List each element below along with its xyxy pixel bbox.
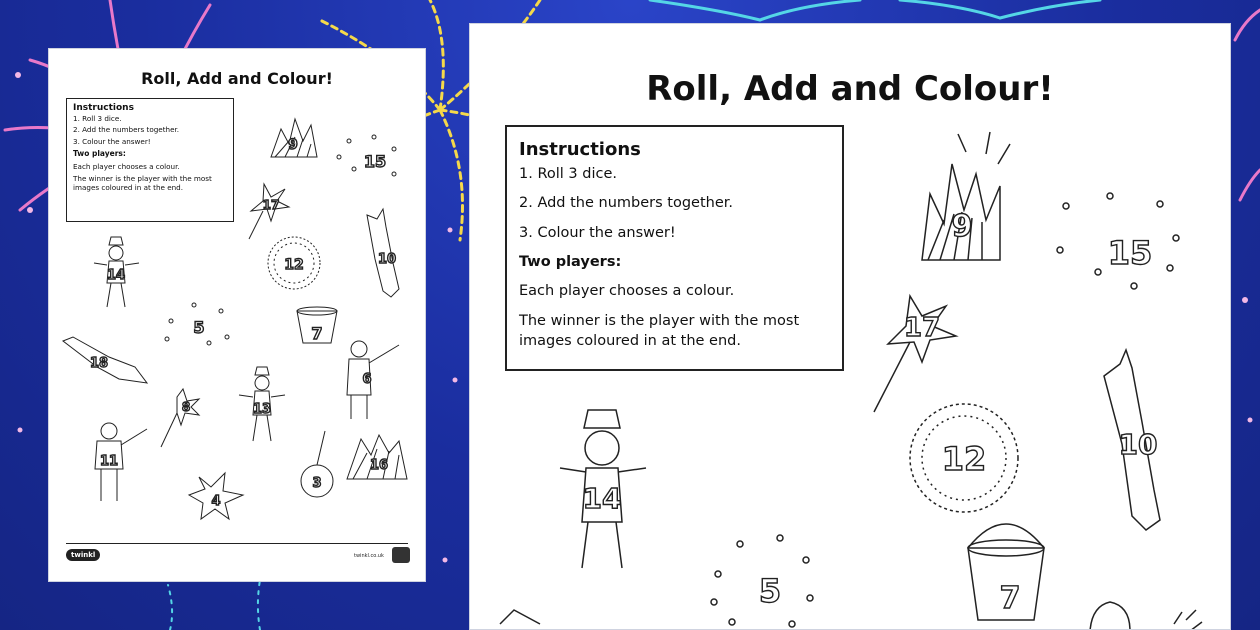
wreath-icon <box>910 404 1018 512</box>
guy-scarecrow-icon <box>560 410 646 568</box>
guy-scarecrow-2-icon <box>239 367 285 441</box>
rocket-left-partial-icon <box>500 610 540 624</box>
dots-number: 5 <box>193 318 205 337</box>
instruction-step-2: 2. Add the numbers together. <box>73 125 180 135</box>
bonfire-icon <box>922 132 1010 260</box>
wreath-icon <box>268 237 320 289</box>
rocket-left-number: 18 <box>89 356 109 371</box>
sparkler-partial-icon <box>1174 610 1202 630</box>
girl-sparkler-icon <box>347 341 399 419</box>
rocket-up-number: 10 <box>1118 428 1158 461</box>
girl-partial-icon <box>1090 602 1130 630</box>
firework-pink-right <box>1235 10 1260 200</box>
worksheet-illustrations <box>470 24 1231 630</box>
explosion-icon <box>189 473 243 519</box>
bonfire-number: 9 <box>288 137 298 153</box>
winner-text: The winner is the player with the most images coloured in at the end. <box>73 173 212 192</box>
star-burst-number: 17 <box>262 198 280 212</box>
explosion-number: 4 <box>211 494 221 509</box>
instruction-step-3: 3. Colour the answer! <box>519 224 676 241</box>
worksheet-thumbnail <box>48 48 426 582</box>
rocket-up-icon <box>1104 350 1160 530</box>
bucket-number: 7 <box>999 581 1021 616</box>
instruction-step-3: 3. Colour the answer! <box>73 137 151 147</box>
bucket-number: 7 <box>311 324 323 343</box>
worksheet-title-small: Roll, Add and Colour! <box>141 69 333 88</box>
girl-number: 6 <box>362 372 372 387</box>
instructions-heading: Instructions <box>73 103 134 113</box>
wreath-number: 12 <box>284 257 304 273</box>
worksheet-title: Roll, Add and Colour! <box>646 69 1054 109</box>
rocket-up-icon <box>367 209 399 297</box>
players-text: Each player chooses a colour. <box>519 283 735 300</box>
bonfire-icon <box>271 119 317 157</box>
rocket-up-number: 10 <box>377 252 397 267</box>
star-burst-icon <box>249 184 289 239</box>
wreath-number: 12 <box>941 440 987 478</box>
star-burst-icon <box>874 296 956 412</box>
sparkler-number: 8 <box>181 400 191 414</box>
guy-number: 14 <box>106 268 126 283</box>
footer-divider <box>66 543 408 544</box>
players-heading: Two players: <box>519 254 622 271</box>
twinkl-logo: twinkl <box>66 549 100 561</box>
guy-scarecrow-icon <box>94 237 139 307</box>
sparkles-icon <box>1057 193 1179 289</box>
instruction-step-1: 1. Roll 3 dice. <box>519 166 617 183</box>
instruction-step-1: 1. Roll 3 dice. <box>73 114 122 124</box>
dots-number: 5 <box>758 572 782 610</box>
rocket-left-icon <box>63 337 147 383</box>
instructions-heading: Instructions <box>519 139 641 160</box>
sparkles-icon <box>337 135 396 176</box>
players-heading: Two players: <box>73 149 126 159</box>
footer-url: twinkl.co.uk <box>354 553 384 559</box>
instruction-step-2: 2. Add the numbers together. <box>519 195 734 212</box>
footer-badge-icon <box>392 547 410 563</box>
bucket-icon <box>297 307 337 343</box>
apple-number: 3 <box>312 476 322 491</box>
bonfire-2-icon <box>347 435 407 479</box>
sparkles-number: 15 <box>1107 234 1153 272</box>
dots-firework-icon <box>165 303 229 345</box>
sparkler-icon <box>161 389 199 447</box>
dots-firework-icon <box>711 535 813 627</box>
star-burst-number: 17 <box>903 313 941 343</box>
winner-text: The winner is the player with the most images coloured in at the end. <box>519 312 800 349</box>
guy-number: 14 <box>582 482 622 515</box>
boy-sparkler-icon <box>95 423 147 501</box>
players-text: Each player chooses a colour. <box>73 161 180 171</box>
firework-cyan-top <box>650 0 1100 20</box>
bonfire-number: 9 <box>951 209 973 244</box>
bucket-icon <box>968 524 1044 620</box>
sparkles-number: 15 <box>363 152 387 171</box>
guy2-number: 13 <box>252 402 272 417</box>
bonfire2-number: 16 <box>369 458 389 473</box>
boy-number: 11 <box>99 454 119 469</box>
worksheet-zoom <box>469 23 1231 630</box>
toffee-apple-icon <box>301 431 333 497</box>
worksheet-illustrations-small <box>49 49 427 583</box>
